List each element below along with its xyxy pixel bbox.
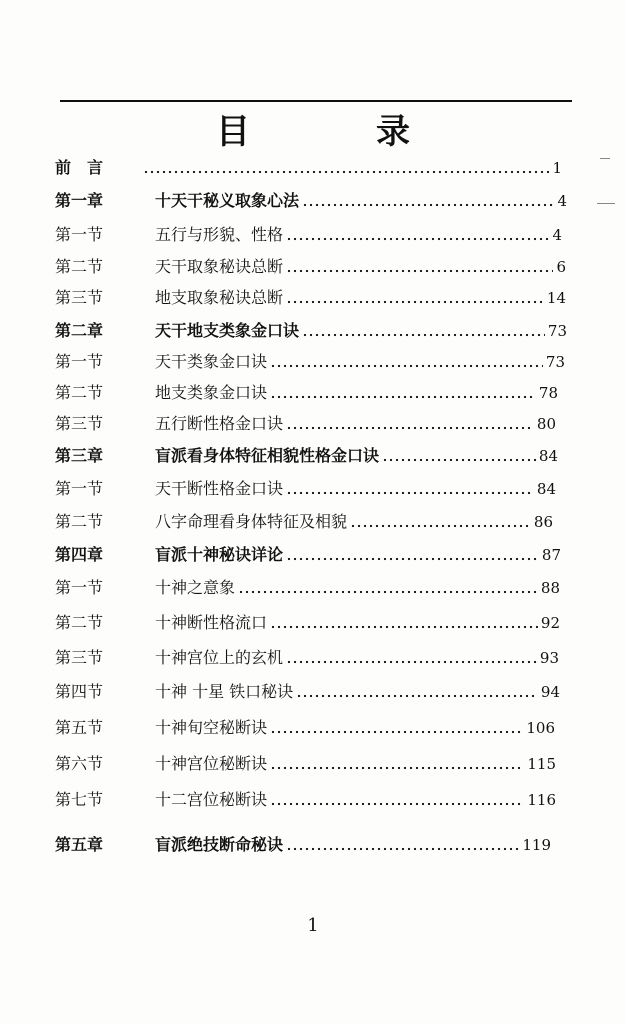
- toc-title: 天干地支类象金口诀: [155, 321, 300, 340]
- toc-page-number: 87: [541, 546, 561, 564]
- toc-page-number: 78: [538, 384, 558, 402]
- toc-section-row: [0, 713, 626, 743]
- dot-leader: [286, 426, 534, 430]
- toc-label: 第一章: [55, 191, 104, 210]
- toc-title: 十神断性格流口: [155, 613, 268, 632]
- dot-leader: [286, 491, 534, 495]
- toc-page-number: 73: [545, 353, 565, 371]
- toc-label: 第二章: [55, 321, 104, 340]
- dot-leader: [270, 766, 524, 770]
- toc-title: 八字命理看身体特征及相貌: [155, 512, 348, 531]
- toc-page-number: 115: [527, 755, 556, 773]
- toc-page-number: 116: [527, 791, 556, 809]
- toc-label: 第四节: [55, 682, 104, 701]
- toc-section-row: [0, 785, 626, 815]
- toc-label: 第三节: [55, 288, 104, 307]
- toc-page-number: 6: [556, 258, 566, 276]
- toc-entry: [155, 573, 560, 603]
- toc-title: 五行断性格金口诀: [155, 414, 284, 433]
- toc-page-number: 93: [539, 649, 559, 667]
- toc-section-row: [0, 643, 626, 673]
- toc-title: 十神之意象: [155, 578, 236, 597]
- toc-title: 地支取象秘诀总断: [155, 288, 284, 307]
- toc-entry: [155, 540, 561, 570]
- dot-leader: [270, 364, 543, 368]
- toc-chapter-row: [0, 316, 626, 346]
- dot-leader: [270, 802, 524, 806]
- toc-entry: [155, 830, 551, 860]
- dot-leader: [350, 524, 531, 528]
- dot-leader: [286, 269, 553, 273]
- toc-entry: [155, 220, 562, 250]
- toc-label: 第三节: [55, 414, 104, 433]
- toc-entry: [155, 441, 558, 471]
- toc-title: 盲派十神秘诀详论: [155, 545, 284, 564]
- toc-page-number: 80: [536, 415, 556, 433]
- toc-chapter-row: [0, 441, 626, 471]
- dot-leader: [238, 590, 538, 594]
- page-title: 目 录: [216, 112, 456, 152]
- toc-title: 盲派绝技断命秘诀: [155, 835, 284, 854]
- toc-entry: [155, 608, 560, 638]
- toc-label: 第一节: [55, 578, 104, 597]
- toc-page-number: 73: [547, 322, 567, 340]
- dot-leader: [286, 660, 537, 664]
- toc-page-number: 88: [540, 579, 560, 597]
- dot-leader: [382, 458, 536, 462]
- toc-entry: [155, 507, 553, 537]
- toc-entry: [155, 283, 566, 313]
- toc-entry: [155, 713, 555, 743]
- toc-page-number: 84: [538, 447, 558, 465]
- dot-leader: [270, 730, 523, 734]
- toc-chapter-row: [0, 153, 626, 183]
- toc-label: 第一节: [55, 479, 104, 498]
- toc-section-row: [0, 573, 626, 603]
- toc-label: 第二节: [55, 257, 104, 276]
- toc-title: 十神旬空秘断诀: [155, 718, 268, 737]
- toc-label: 第五节: [55, 718, 104, 737]
- toc-entry: [155, 316, 567, 346]
- dot-leader: [296, 694, 538, 698]
- toc-label: 第二节: [55, 383, 104, 402]
- dot-leader: [286, 557, 539, 561]
- toc-section-row: [0, 608, 626, 638]
- scan-mark: [600, 158, 610, 159]
- toc-title: 十天干秘义取象心法: [155, 191, 300, 210]
- toc-section-row: [0, 749, 626, 779]
- toc-label: 前 言: [55, 158, 104, 177]
- toc-section-row: [0, 347, 626, 377]
- toc-page-number: 4: [552, 226, 562, 244]
- toc-section-row: [0, 252, 626, 282]
- toc-entry: [155, 749, 556, 779]
- toc-label: 第三节: [55, 648, 104, 667]
- toc-entry: [155, 785, 556, 815]
- toc-label: 第一节: [55, 225, 104, 244]
- toc-section-row: [0, 409, 626, 439]
- toc-section-row: [0, 474, 626, 504]
- scan-mark: [597, 203, 615, 204]
- toc-title: 盲派看身体特征相貌性格金口诀: [155, 446, 380, 465]
- toc-entry: [140, 153, 562, 183]
- toc-label: 第三章: [55, 446, 104, 465]
- toc-title: 地支类象金口诀: [155, 383, 268, 402]
- toc-page-number: 84: [536, 480, 556, 498]
- toc-label: 第一节: [55, 352, 104, 371]
- toc-chapter-row: [0, 830, 626, 860]
- toc-page-number: 119: [522, 836, 551, 854]
- toc-page-number: 4: [557, 192, 567, 210]
- toc-title: 天干断性格金口诀: [155, 479, 284, 498]
- toc-label: 第二节: [55, 613, 104, 632]
- toc-page-number: 14: [546, 289, 566, 307]
- toc-title: 天干类象金口诀: [155, 352, 268, 371]
- dot-leader: [270, 395, 536, 399]
- toc-section-row: [0, 507, 626, 537]
- dot-leader: [302, 203, 554, 207]
- toc-title: 十神宫位秘断诀: [155, 754, 268, 773]
- dot-leader: [302, 333, 545, 337]
- toc-title: 五行与形貌、性格: [155, 225, 284, 244]
- toc-section-row: [0, 220, 626, 250]
- dot-leader: [143, 170, 549, 174]
- toc-title: 十神宫位上的玄机: [155, 648, 284, 667]
- toc-page-number: 94: [540, 683, 560, 701]
- toc-page-number: 86: [533, 513, 553, 531]
- toc-entry: [155, 252, 566, 282]
- toc-label: 第四章: [55, 545, 104, 564]
- page-number: 1: [307, 915, 319, 936]
- toc-label: 第六节: [55, 754, 104, 773]
- toc-label: 第二节: [55, 512, 104, 531]
- toc-page-number: 1: [552, 159, 562, 177]
- toc-section-row: [0, 283, 626, 313]
- toc-page-number: 106: [526, 719, 555, 737]
- toc-entry: [155, 643, 559, 673]
- toc-entry: [155, 186, 567, 216]
- toc-section-row: [0, 677, 626, 707]
- toc-section-row: [0, 378, 626, 408]
- toc-label: 第五章: [55, 835, 104, 854]
- dot-leader: [286, 237, 549, 241]
- dot-leader: [286, 847, 519, 851]
- toc-title: 天干取象秘诀总断: [155, 257, 284, 276]
- toc-page-number: 92: [540, 614, 560, 632]
- toc-label: 第七节: [55, 790, 104, 809]
- toc-entry: [155, 677, 560, 707]
- toc-title: 十神 十星 铁口秘诀: [155, 682, 294, 701]
- toc-entry: [155, 378, 558, 408]
- toc-entry: [155, 474, 556, 504]
- dot-leader: [270, 625, 538, 629]
- toc-entry: [155, 347, 565, 377]
- toc-chapter-row: [0, 186, 626, 216]
- toc-title: 十二宫位秘断诀: [155, 790, 268, 809]
- toc-chapter-row: [0, 540, 626, 570]
- toc-entry: [155, 409, 556, 439]
- dot-leader: [286, 300, 544, 304]
